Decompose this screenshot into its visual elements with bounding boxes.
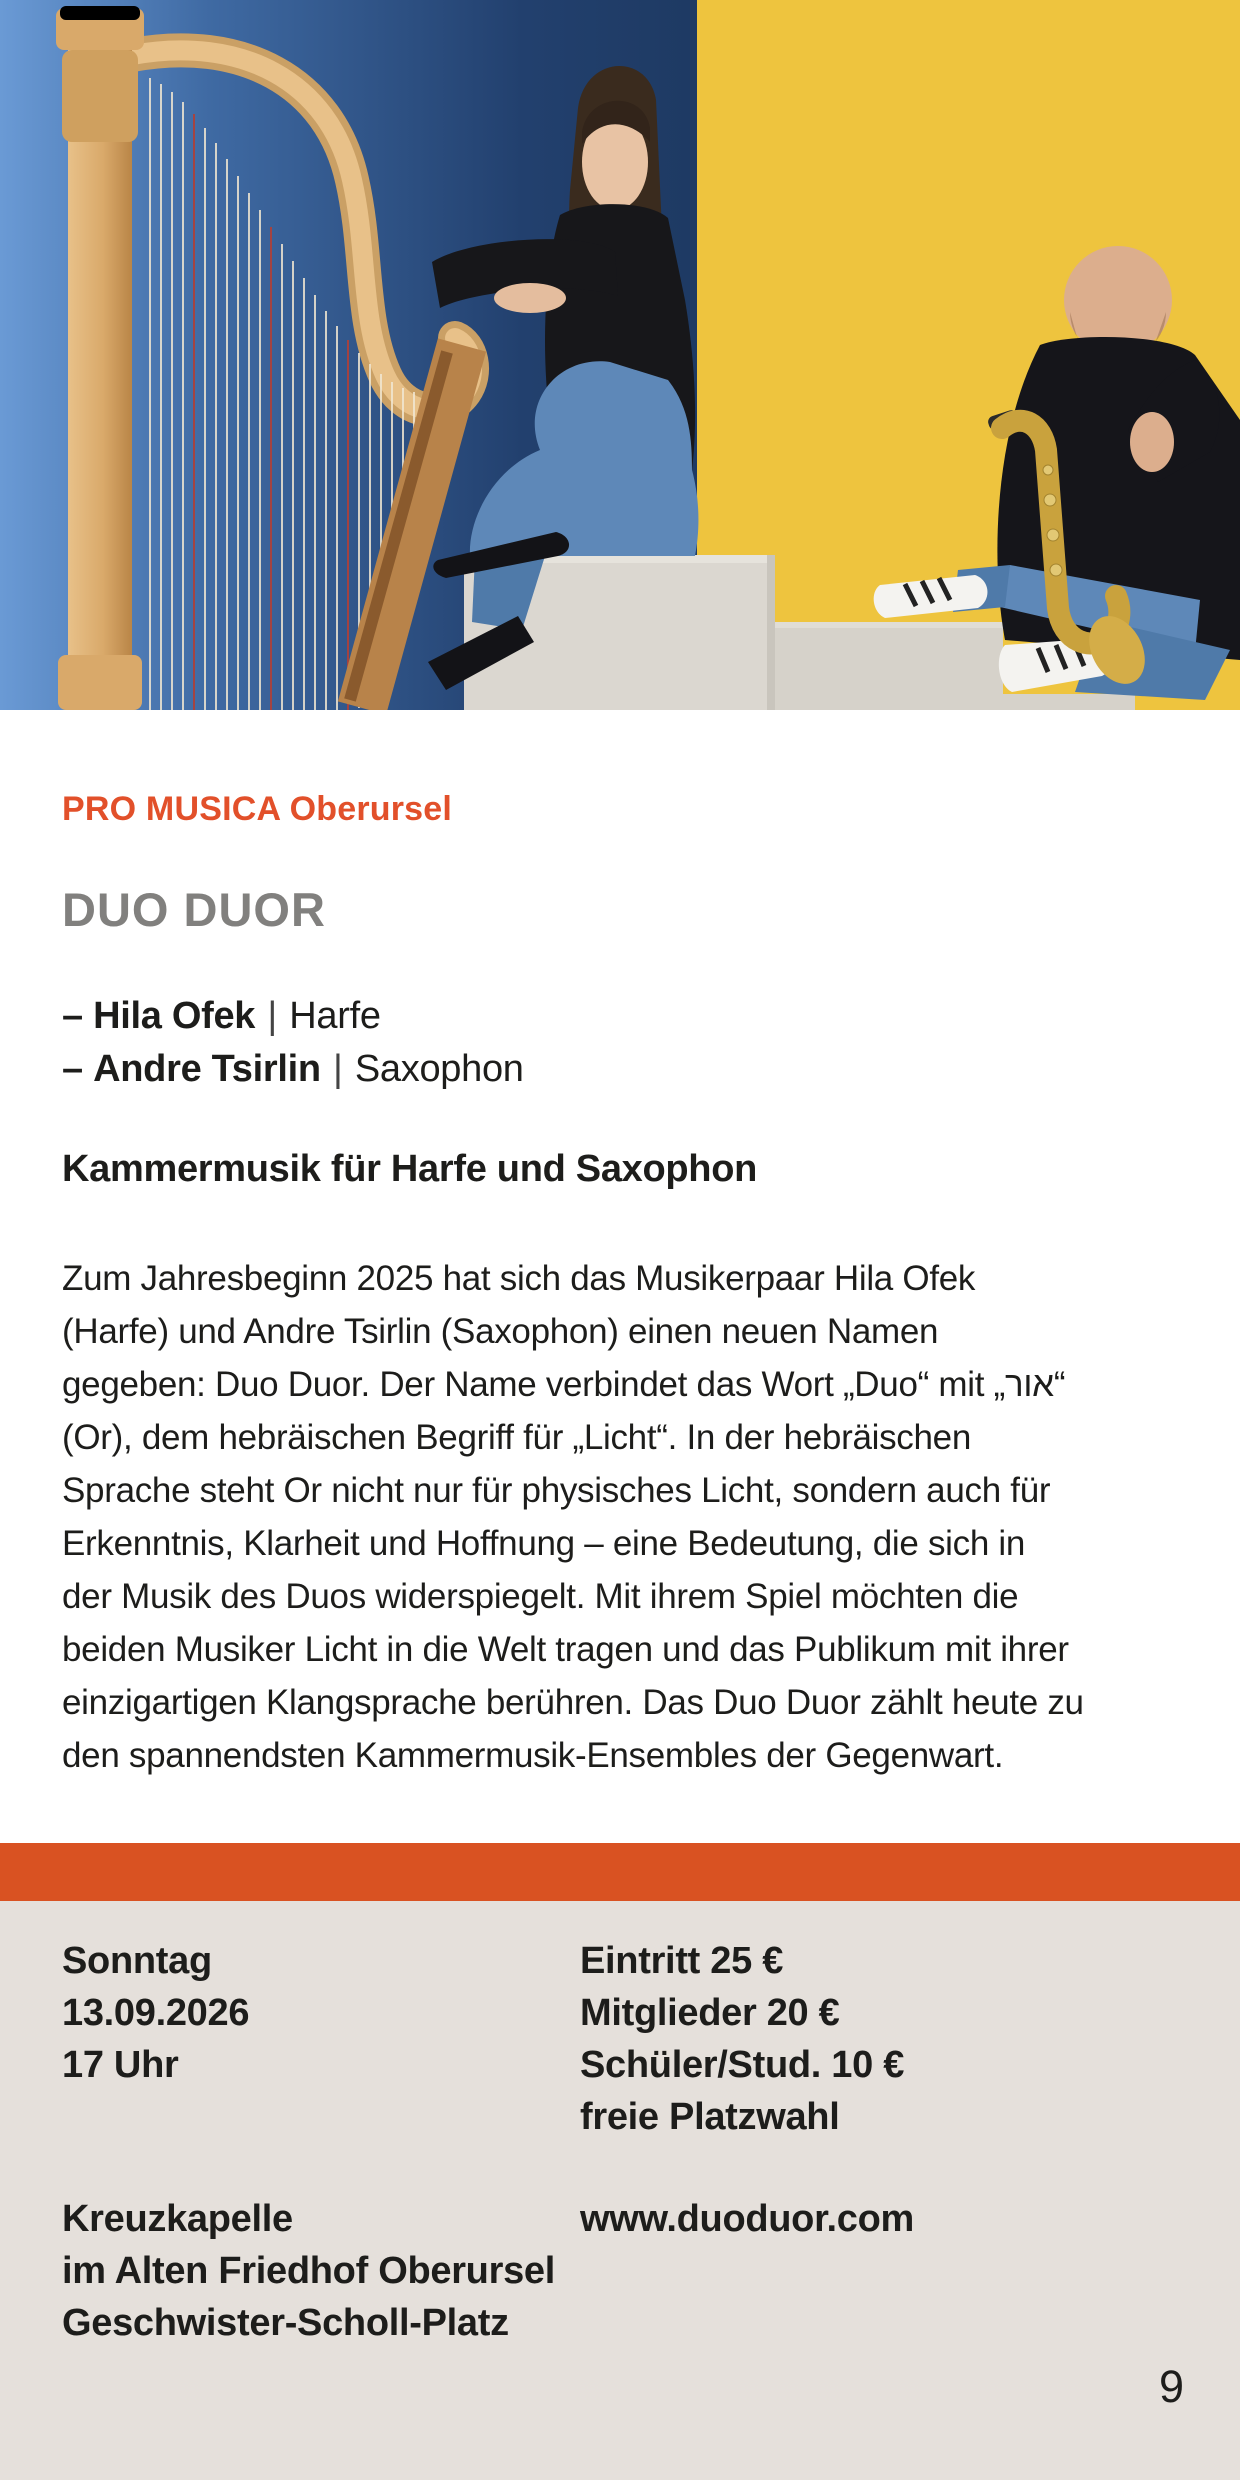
website-url: www.duoduor.com [580, 2198, 914, 2240]
ticket-block [580, 1935, 904, 2143]
artist-dash: – [62, 995, 83, 1037]
paragraph-line: einzigartigen Klangsprache berühren. Das Duo Duor zählt heute zu [62, 1683, 1084, 1722]
paragraph-line: beiden Musiker Licht in die Welt tragen und das Publikum mit ihrer [62, 1630, 1069, 1669]
paragraph-line: den spannendsten Kammermusik-Ensembles der Gegenwart. [62, 1736, 1004, 1775]
date-block [62, 1935, 249, 2091]
artist-list [62, 990, 524, 1096]
venue-block [62, 2193, 555, 2349]
paragraph-line: Sprache steht Or nicht nur für physisches Licht, sondern auch für [62, 1471, 1051, 1510]
page-number: 9 [1158, 2361, 1184, 2412]
seating-note: freie Platzwahl [580, 2096, 840, 2138]
paragraph-line: Zum Jahresbeginn 2025 hat sich das Musikerpaar Hila Ofek [62, 1259, 976, 1298]
event-time: 17 Uhr [62, 2044, 179, 2086]
artist-name: Andre Tsirlin [93, 1048, 321, 1090]
concert-subtitle: Kammermusik für Harfe und Saxophon [62, 1148, 758, 1190]
artist-instrument: Saxophon [354, 1048, 524, 1090]
event-date: 13.09.2026 [62, 1992, 250, 2034]
website-block [580, 2193, 914, 2245]
paragraph-line: (Or), dem hebräischen Begriff für „Licht“. In der hebräischen [62, 1418, 971, 1457]
ticket-price-students: Schüler/Stud. 10 € [580, 2044, 905, 2086]
paragraph-line: der Musik des Duos widerspiegelt. Mit ihrem Spiel möchten die [62, 1577, 1019, 1616]
artist-separator: | [333, 1048, 343, 1090]
paragraph-line: Erkenntnis, Klarheit und Hoffnung – eine Bedeutung, die sich in [62, 1524, 1026, 1563]
venue-name: Kreuzkapelle [62, 2198, 293, 2240]
artist-instrument: Harfe [289, 995, 381, 1037]
artist-line-sax [62, 1043, 524, 1096]
ticket-price-full: Eintritt 25 € [580, 1940, 784, 1982]
artist-separator: | [267, 995, 277, 1037]
page-title: DUO DUOR [62, 883, 326, 936]
divider-bar [0, 1843, 1240, 1901]
paragraph-line: (Harfe) und Andre Tsirlin (Saxophon) einen neuen Namen [62, 1312, 939, 1351]
description-paragraph [62, 1252, 1192, 1782]
series-title: PRO MUSICA Oberursel [62, 790, 453, 828]
venue-line3: Geschwister-Scholl-Platz [62, 2302, 509, 2344]
artist-name: Hila Ofek [93, 995, 256, 1037]
duo-photo [0, 0, 1240, 710]
ticket-price-members: Mitglieder 20 € [580, 1992, 840, 2034]
artist-dash: – [62, 1048, 83, 1090]
venue-line2: im Alten Friedhof Oberursel [62, 2250, 556, 2292]
paragraph-line: gegeben: Duo Duor. Der Name verbindet das Wort „Duo“ mit „אור“ [62, 1365, 1066, 1404]
duo-photo-illustration [0, 0, 1240, 710]
artist-line-harp [62, 990, 524, 1043]
event-day: Sonntag [62, 1940, 212, 1982]
event-details-footer [0, 1901, 1240, 2480]
